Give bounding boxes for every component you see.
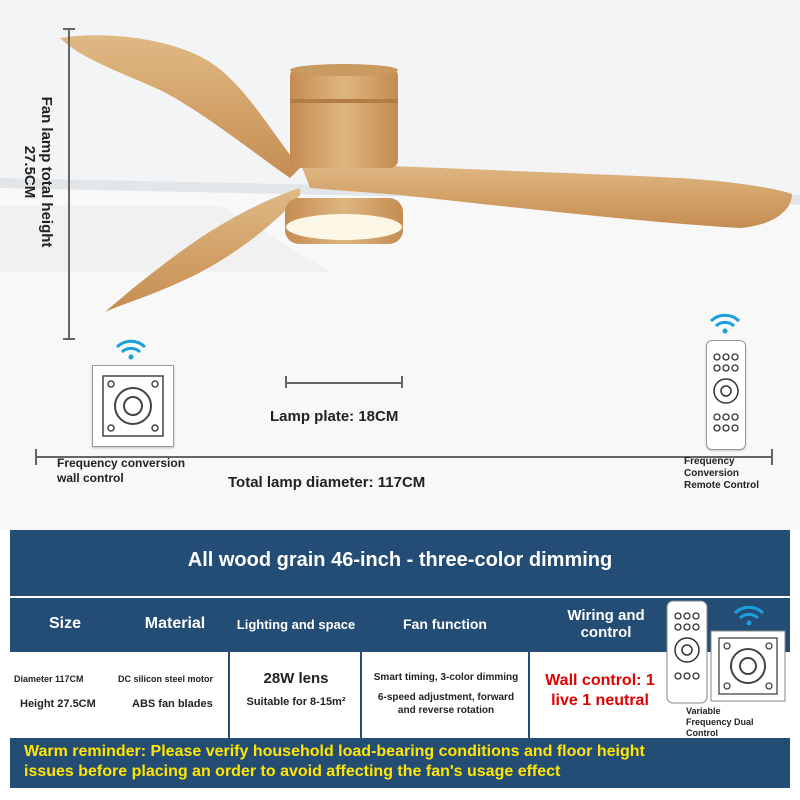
lamp-plate-cap-left: [285, 376, 287, 388]
lighting-space: Suitable for 8-15m²: [246, 696, 346, 708]
wall-control-panel-image: [92, 365, 174, 447]
cell-size: [10, 652, 118, 738]
header-size: Size: [48, 615, 81, 632]
dual-control-remote-image: [666, 600, 708, 704]
diameter-cap-right: [771, 449, 773, 465]
wall-control-label-line2: wall control: [57, 471, 124, 485]
dual-control-label: [686, 706, 754, 739]
material-blades: ABS fan blades: [132, 698, 213, 710]
wifi-icon: [708, 312, 742, 334]
fan-function-line2: 6-speed adjustment, forward: [377, 692, 515, 703]
wall-control-label-line1: Frequency conversion: [57, 456, 186, 470]
remote-label-line3: Remote Control: [684, 480, 759, 491]
reminder-line2: issues before placing an order to avoid affecting the fan's usage effect: [24, 763, 561, 780]
spec-panel: [10, 530, 790, 788]
lighting-power: 28W lens: [263, 670, 329, 687]
wall-control-buttons: [93, 366, 173, 446]
height-dimension-cap-bottom: [63, 338, 75, 340]
wall-control-label: [57, 456, 185, 486]
size-diameter: Diameter 117CM: [14, 674, 84, 684]
total-diameter-label: Total lamp diameter: 117CM: [228, 474, 426, 491]
remote-buttons: [707, 341, 745, 449]
dual-control-line3: Control: [686, 728, 718, 738]
remote-label-line1: Frequency: [684, 456, 735, 467]
dual-control-line2: Frequency Dual: [686, 717, 754, 727]
header-fan-function: Fan function: [403, 616, 487, 632]
remote-label-line2: Conversion: [684, 468, 740, 479]
reminder-line1: Warm reminder: Please verify household load-bearing conditions and floor height: [24, 743, 645, 760]
height-dimension-line: [68, 28, 70, 340]
material-motor: DC silicon steel motor: [118, 674, 214, 684]
lamp-plate-label: Lamp plate: 18CM: [270, 408, 399, 425]
height-dimension-label: Fan lamp total height 27.5CM: [21, 96, 55, 248]
wiring-line2: live 1 neutral: [551, 692, 649, 709]
size-height: Height 27.5CM: [20, 698, 96, 710]
remote-control-label: [684, 456, 759, 492]
lamp-plate-dimension-line: [286, 382, 402, 384]
cell-fan-function: [360, 652, 530, 738]
lamp-plate-cap-right: [401, 376, 403, 388]
wifi-icon: [732, 604, 766, 626]
dual-control-wall-panel-image: [710, 630, 786, 702]
remote-control-image: [706, 340, 746, 450]
header-lighting: Lighting and space: [236, 616, 356, 632]
header-wiring: Wiring and control: [567, 607, 645, 641]
wifi-icon: [114, 338, 148, 360]
fan-function-line3: and reverse rotation: [397, 705, 495, 716]
height-dimension-cap-top: [63, 28, 75, 30]
header-material: Material: [144, 615, 206, 632]
cell-lighting: [228, 652, 362, 738]
wiring-line1: Wall control: 1: [545, 672, 655, 689]
fan-function-line1: Smart timing, 3-color dimming: [373, 672, 519, 683]
cell-material: [118, 652, 228, 738]
dual-control-line1: Variable: [686, 706, 721, 716]
warm-reminder: [24, 742, 784, 782]
product-title-banner: All wood grain 46-inch - three-color dimming: [187, 549, 613, 571]
ceiling-fan-image: [0, 0, 800, 360]
diameter-cap-left: [35, 449, 37, 465]
